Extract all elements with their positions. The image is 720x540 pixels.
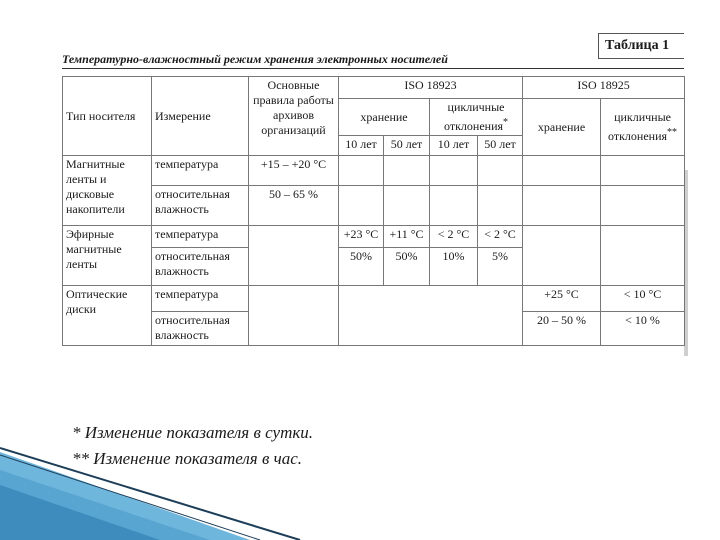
header-double-star: ** xyxy=(667,127,678,138)
value-cell: < 10 % xyxy=(601,312,685,346)
header-row-1 xyxy=(63,77,685,99)
measure-humidity: относительная влажность xyxy=(152,248,249,286)
measure-humidity: относительная влажность xyxy=(152,312,249,346)
header-storage-18923: хранение xyxy=(339,99,430,136)
header-cyclic-text-2: цикличные отклонения xyxy=(608,110,671,143)
measure-temp: температура xyxy=(152,286,249,312)
value-cell: 10% xyxy=(430,248,478,286)
header-cyclic-18925 xyxy=(601,99,685,156)
table-row xyxy=(63,186,685,226)
footnote-daily: * Изменение показателя в сутки. xyxy=(72,423,314,442)
storage-table xyxy=(62,76,685,346)
header-cyclic-10y: 10 лет xyxy=(430,136,478,156)
value-cell: 50% xyxy=(384,248,430,286)
header-cyclic-50y: 50 лет xyxy=(478,136,523,156)
carrier-magnetic: Магнитные ленты и дисковые накопители xyxy=(63,156,152,226)
carrier-ethereal: Эфирные магнитные ленты xyxy=(63,226,152,286)
value-cell: +11 °С xyxy=(384,226,430,248)
header-storage-10y: 10 лет xyxy=(339,136,384,156)
footnotes xyxy=(72,420,313,472)
value-cell: +25 °С xyxy=(523,286,601,312)
header-cyclic-text: цикличные отклонения xyxy=(444,100,505,133)
value-cell: 5% xyxy=(478,248,523,286)
title-rule xyxy=(62,68,684,69)
header-storage-50y: 50 лет xyxy=(384,136,430,156)
footnote-hourly: ** Изменение показателя в час. xyxy=(72,449,302,468)
value-cell: < 2 °С xyxy=(478,226,523,248)
header-storage-18925: хранение xyxy=(523,99,601,156)
header-star: * xyxy=(503,117,509,128)
carrier-optical: Оптические диски xyxy=(63,286,152,346)
table-title: Температурно-влажностный режим хранения электронных носителей xyxy=(62,52,448,66)
header-archive-rules: Основные правила работы архивов организаций xyxy=(249,77,339,156)
value-cell: < 10 °С xyxy=(601,286,685,312)
table-row xyxy=(63,226,685,248)
table-number-label: Таблица 1 xyxy=(598,33,684,59)
value-cell: 50% xyxy=(339,248,384,286)
value-cell: < 2 °С xyxy=(430,226,478,248)
table-row xyxy=(63,156,685,186)
value-cell: 20 – 50 % xyxy=(523,312,601,346)
header-cyclic-18923 xyxy=(430,99,523,136)
header-measurement: Измерение xyxy=(152,77,249,156)
header-carrier-type: Тип носителя xyxy=(63,77,152,156)
rules-humidity: 50 – 65 % xyxy=(249,186,339,226)
header-iso18923: ISO 18923 xyxy=(339,77,523,99)
measure-humidity: относительная влажность xyxy=(152,186,249,226)
header-iso18925: ISO 18925 xyxy=(523,77,685,99)
measure-temp: температура xyxy=(152,226,249,248)
table-row xyxy=(63,286,685,312)
value-cell: +23 °С xyxy=(339,226,384,248)
measure-temp: температура xyxy=(152,156,249,186)
rules-temp: +15 – +20 °С xyxy=(249,156,339,186)
